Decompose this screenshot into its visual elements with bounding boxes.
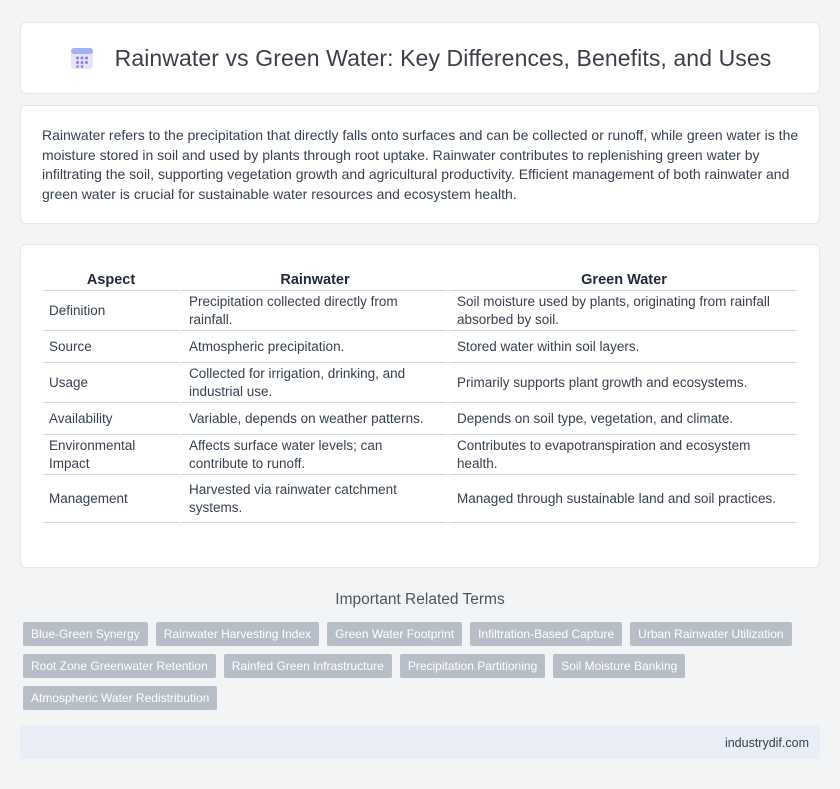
related-terms-title: Important Related Terms xyxy=(335,591,505,608)
table-row xyxy=(43,291,797,331)
header-green-water: Green Water xyxy=(447,267,797,291)
cell-rainwater: Variable, depends on weather patterns. xyxy=(179,403,447,435)
cell-aspect: Usage xyxy=(43,363,179,403)
comparison-card xyxy=(20,244,820,568)
table-row xyxy=(43,403,797,435)
table-row xyxy=(43,363,797,403)
header-aspect: Aspect xyxy=(43,267,179,291)
cell-rainwater: Atmospheric precipitation. xyxy=(179,331,447,363)
tag-precipitation-partitioning[interactable]: Precipitation Partitioning xyxy=(400,654,545,678)
cell-aspect: Availability xyxy=(43,403,179,435)
table-row xyxy=(43,475,797,523)
cell-green-water: Stored water within soil layers. xyxy=(447,331,797,363)
cell-green-water: Managed through sustainable land and soil practices. xyxy=(447,475,797,523)
cell-aspect: Definition xyxy=(43,291,179,331)
tag-soil-moisture-banking[interactable]: Soil Moisture Banking xyxy=(553,654,685,678)
cell-rainwater: Harvested via rainwater catchment systems. xyxy=(179,475,447,523)
cell-green-water: Contributes to evapotranspiration and ecosystem health. xyxy=(447,435,797,475)
tag-blue-green-synergy[interactable]: Blue-Green Synergy xyxy=(23,622,148,646)
table-header-row xyxy=(43,267,797,291)
cell-green-water: Primarily supports plant growth and ecosystems. xyxy=(447,363,797,403)
tag-rainfed-green-infrastructure[interactable]: Rainfed Green Infrastructure xyxy=(224,654,392,678)
cell-aspect: Source xyxy=(43,331,179,363)
tag-root-zone-greenwater-retention[interactable]: Root Zone Greenwater Retention xyxy=(23,654,216,678)
table-row xyxy=(43,331,797,363)
comparison-table xyxy=(43,267,797,523)
cell-rainwater: Precipitation collected directly from rainfall. xyxy=(179,291,447,331)
cell-aspect: Management xyxy=(43,475,179,523)
header-card xyxy=(20,22,820,94)
footer-site-link[interactable]: industrydif.com xyxy=(724,735,809,750)
cell-green-water: Depends on soil type, vegetation, and climate. xyxy=(447,403,797,435)
tag-atmospheric-water-redistribution[interactable]: Atmospheric Water Redistribution xyxy=(23,686,217,710)
intro-card xyxy=(20,105,820,224)
cell-rainwater: Collected for irrigation, drinking, and industrial use. xyxy=(179,363,447,403)
intro-paragraph: Rainwater refers to the precipitation that directly falls onto surfaces and can be collected or runoff, while green water is the moisture stored in soil and used by plants through root uptake. Rainwater contributes to replenishing green water by infiltrating the soil, supporting vegetation growth and agricultural productivity. Efficient management of both rainwater and green water is crucial for sustainable water resources and ecosystem health. xyxy=(42,127,799,202)
table-row xyxy=(43,435,797,475)
tag-rainwater-harvesting-index[interactable]: Rainwater Harvesting Index xyxy=(156,622,319,646)
cell-aspect: Environmental Impact xyxy=(43,435,179,475)
cell-green-water: Soil moisture used by plants, originating from rainfall absorbed by soil. xyxy=(447,291,797,331)
header-rainwater: Rainwater xyxy=(179,267,447,291)
tag-green-water-footprint[interactable]: Green Water Footprint xyxy=(327,622,462,646)
calendar-grid-icon xyxy=(69,45,95,71)
cell-rainwater: Affects surface water levels; can contribute to runoff. xyxy=(179,435,447,475)
tag-urban-rainwater-utilization[interactable]: Urban Rainwater Utilization xyxy=(630,622,791,646)
tag-infiltration-based-capture[interactable]: Infiltration-Based Capture xyxy=(470,622,622,646)
footer xyxy=(20,726,820,759)
related-terms-tags xyxy=(23,622,823,718)
page-title: Rainwater vs Green Water: Key Differences, Benefits, and Uses xyxy=(114,44,772,71)
